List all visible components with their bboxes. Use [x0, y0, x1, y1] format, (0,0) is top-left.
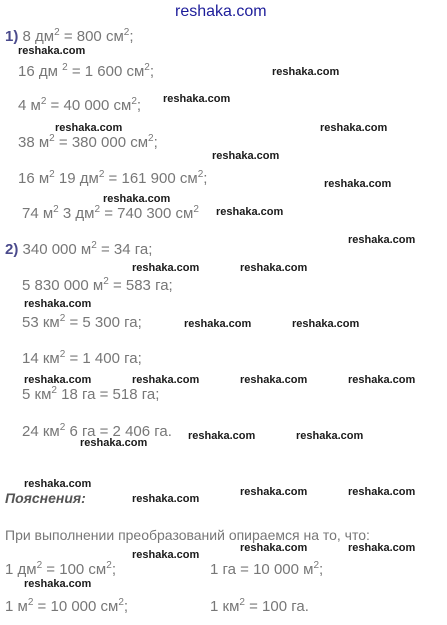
site-header: reshaka.com	[175, 3, 267, 20]
watermark: reshaka.com	[55, 122, 123, 134]
watermark: reshaka.com	[216, 206, 284, 218]
watermark: reshaka.com	[132, 549, 200, 561]
watermark: reshaka.com	[132, 374, 200, 386]
watermark: reshaka.com	[18, 45, 86, 57]
watermark: reshaka.com	[324, 178, 392, 190]
part2-line-5: 5 $км^2$ 18 га = 518 га;	[22, 385, 160, 403]
watermark: reshaka.com	[184, 318, 252, 330]
part1-line-1: 1) 8 $дм^2 = 800$ $см^2$;	[5, 27, 134, 45]
watermark: reshaka.com	[24, 298, 92, 310]
watermark: reshaka.com	[80, 437, 148, 449]
watermark: reshaka.com	[348, 374, 416, 386]
watermark: reshaka.com	[212, 150, 280, 162]
watermark: reshaka.com	[296, 430, 364, 442]
watermark: reshaka.com	[24, 478, 92, 490]
part2-line-2: 5 830 000 $м^2 = 583$ га;	[22, 276, 173, 294]
explanation-heading: Пояснения:	[5, 490, 86, 506]
watermark: reshaka.com	[240, 262, 308, 274]
part1-line-3: 4 $м^2 = 40$ 000 $см^2$;	[18, 96, 142, 114]
part2-line-4: 14 $км^2 = 1$ 400 га;	[22, 349, 142, 367]
watermark: reshaka.com	[348, 486, 416, 498]
watermark: reshaka.com	[240, 374, 308, 386]
watermark: reshaka.com	[240, 486, 308, 498]
explanation-intro: При выполнении преобразований опираемся на то, что:	[5, 527, 370, 543]
watermark: reshaka.com	[320, 122, 388, 134]
formula-km-ha: 1 $км^2 = 100$ га.	[210, 597, 309, 615]
part2-line-3: 53 $км^2 = 5$ 300 га;	[22, 313, 142, 331]
watermark: reshaka.com	[24, 374, 92, 386]
formula-m-cm: 1 $м^2 = 10$ 000 $см^2$;	[5, 597, 129, 615]
watermark: reshaka.com	[188, 430, 256, 442]
watermark: reshaka.com	[132, 262, 200, 274]
watermark: reshaka.com	[132, 493, 200, 505]
part1-number: 1)	[5, 28, 19, 45]
watermark: reshaka.com	[348, 234, 416, 246]
watermark: reshaka.com	[240, 542, 308, 554]
part2-number: 2)	[5, 241, 19, 258]
watermark: reshaka.com	[103, 193, 171, 205]
formula-dm-cm: 1 $дм^2 = 100$ $см^2$;	[5, 560, 116, 578]
watermark: reshaka.com	[272, 66, 340, 78]
part2-line-1: 2) 340 000 $м^2 = 34$ га;	[5, 240, 153, 258]
part1-line-2: 16 дм $^2$ = 1 600 $см^2$;	[18, 62, 155, 80]
part1-line-5: 16 $м^2$ 19 $дм^2 = 161$ 900 $см^2$;	[18, 169, 208, 187]
watermark: reshaka.com	[24, 578, 92, 590]
formula-ha-m: 1 га = 10 000 $м^2$;	[210, 560, 324, 578]
part1-line-6: 74 $м^2$ 3 $дм^2 = 740$ 300 $см^2$	[22, 204, 199, 222]
watermark: reshaka.com	[292, 318, 360, 330]
watermark: reshaka.com	[163, 93, 231, 105]
watermark: reshaka.com	[348, 542, 416, 554]
part2-line-6: 24 $км^2$ 6 га = 2 406 га.	[22, 422, 172, 440]
part1-line-4: 38 $м^2 = 380$ 000 $см^2$;	[18, 133, 158, 151]
